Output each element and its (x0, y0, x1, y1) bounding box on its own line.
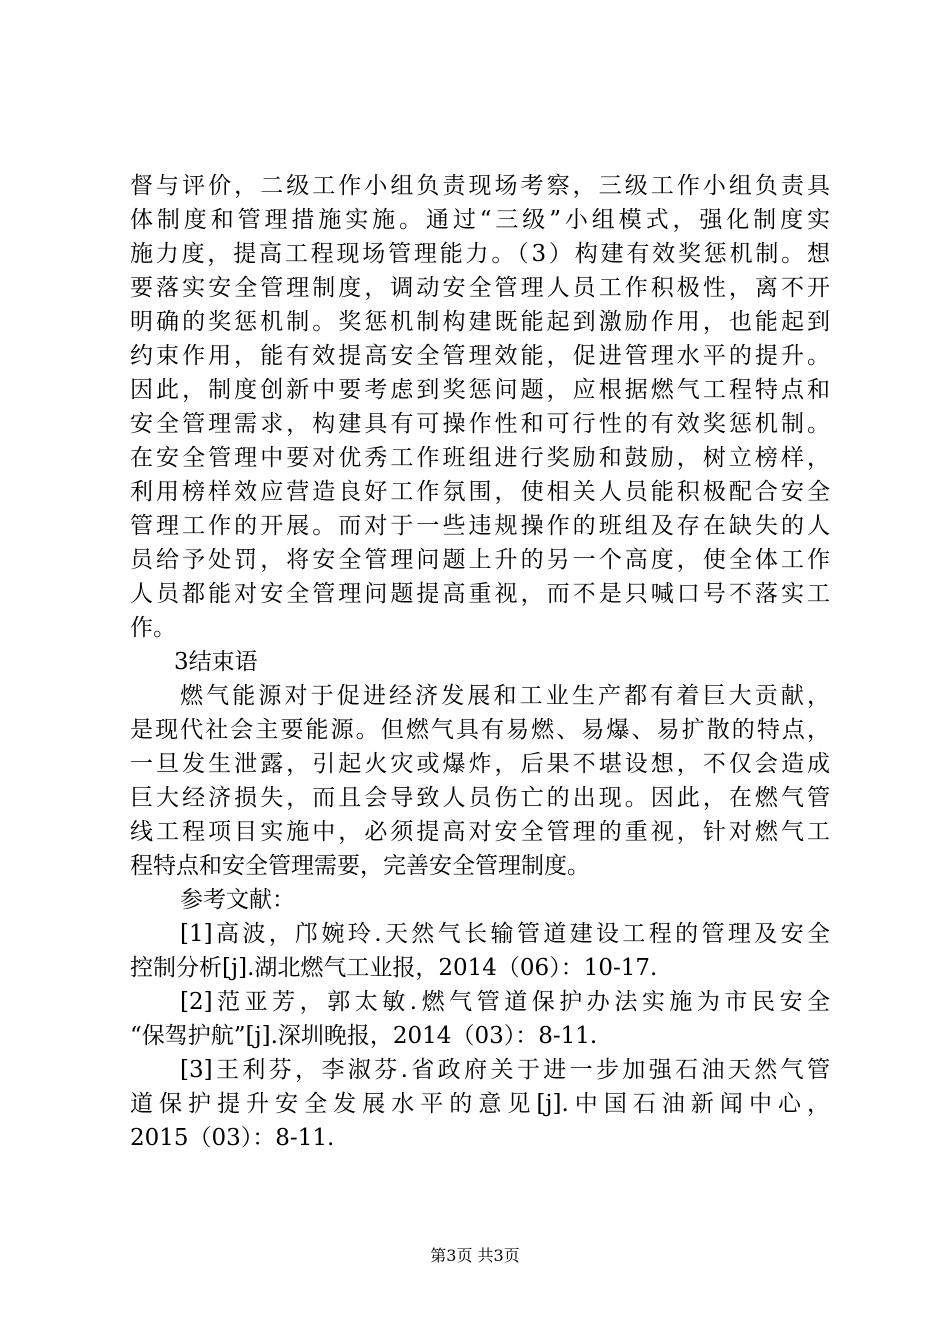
reference-item-2-line-2: “保驾护航”[j].深圳晚报，2014（03）：8-11. (130, 1023, 598, 1049)
conclusion-line: 程特点和安全管理需要，完善安全管理制度。 (130, 853, 590, 879)
body-line: 体制度和管理措施实施。通过“三级”小组模式，强化制度实 (130, 207, 830, 233)
body-line: 要落实安全管理制度，调动安全管理人员工作积极性，离不开 (130, 275, 830, 301)
body-line: 约束作用，能有效提高安全管理效能，促进管理水平的提升。 (130, 343, 830, 369)
body-line: 作。 (130, 615, 176, 641)
body-line: 管理工作的开展。而对于一些违规操作的班组及存在缺失的人 (130, 513, 830, 539)
reference-item-1-line-1: [1]高波，邝婉玲.天然气长输管道建设工程的管理及安全 (180, 921, 830, 947)
conclusion-line: 线工程项目实施中，必须提高对安全管理的重视，针对燃气工 (130, 819, 830, 845)
reference-item-3-line-3: 2015（03）：8-11. (130, 1125, 335, 1151)
conclusion-line: 是现代社会主要能源。但燃气具有易燃、易爆、易扩散的特点， (130, 717, 830, 743)
body-line: 员给予处罚，将安全管理问题上升的另一个高度，使全体工作 (130, 547, 830, 573)
reference-item-1-line-2: 控制分析[j].湖北燃气工业报，2014（06）：10-17. (130, 955, 658, 981)
conclusion-line: 燃气能源对于促进经济发展和工业生产都有着巨大贡献， (180, 683, 830, 709)
body-line: 在安全管理中要对优秀工作班组进行奖励和鼓励，树立榜样， (130, 445, 830, 471)
body-line: 安全管理需求，构建具有可操作性和可行性的有效奖惩机制。 (130, 411, 830, 437)
reference-item-3-line-1: [3]王利芬，李淑芬.省政府关于进一步加强石油天然气管 (180, 1057, 830, 1083)
body-line: 施力度，提高工程现场管理能力。（3）构建有效奖惩机制。想 (130, 241, 830, 267)
page-footer: 第3页 共3页 (430, 1246, 520, 1265)
references-heading: 参考文献： (180, 887, 295, 913)
body-line: 因此，制度创新中要考虑到奖惩问题，应根据燃气工程特点和 (130, 377, 830, 403)
conclusion-line: 巨大经济损失，而且会导致人员伤亡的出现。因此，在燃气管 (130, 785, 830, 811)
conclusion-line: 一旦发生泄露，引起火灾或爆炸，后果不堪设想，不仅会造成 (130, 751, 830, 777)
reference-item-2-line-1: [2]范亚芳，郭太敏.燃气管道保护办法实施为市民安全 (180, 989, 830, 1015)
body-line: 人员都能对安全管理问题提高重视，而不是只喊口号不落实工 (130, 581, 830, 607)
body-line: 督与评价，二级工作小组负责现场考察，三级工作小组负责具 (130, 173, 830, 199)
section-heading: 3结束语 (174, 649, 258, 675)
body-line: 利用榜样效应营造良好工作氛围，使相关人员能积极配合安全 (130, 479, 830, 505)
body-line: 明确的奖惩机制。奖惩机制构建既能起到激励作用，也能起到 (130, 309, 830, 335)
reference-item-3-line-2: 道保护提升安全发展水平的意见[j].中国石油新闻中心， (130, 1091, 830, 1117)
